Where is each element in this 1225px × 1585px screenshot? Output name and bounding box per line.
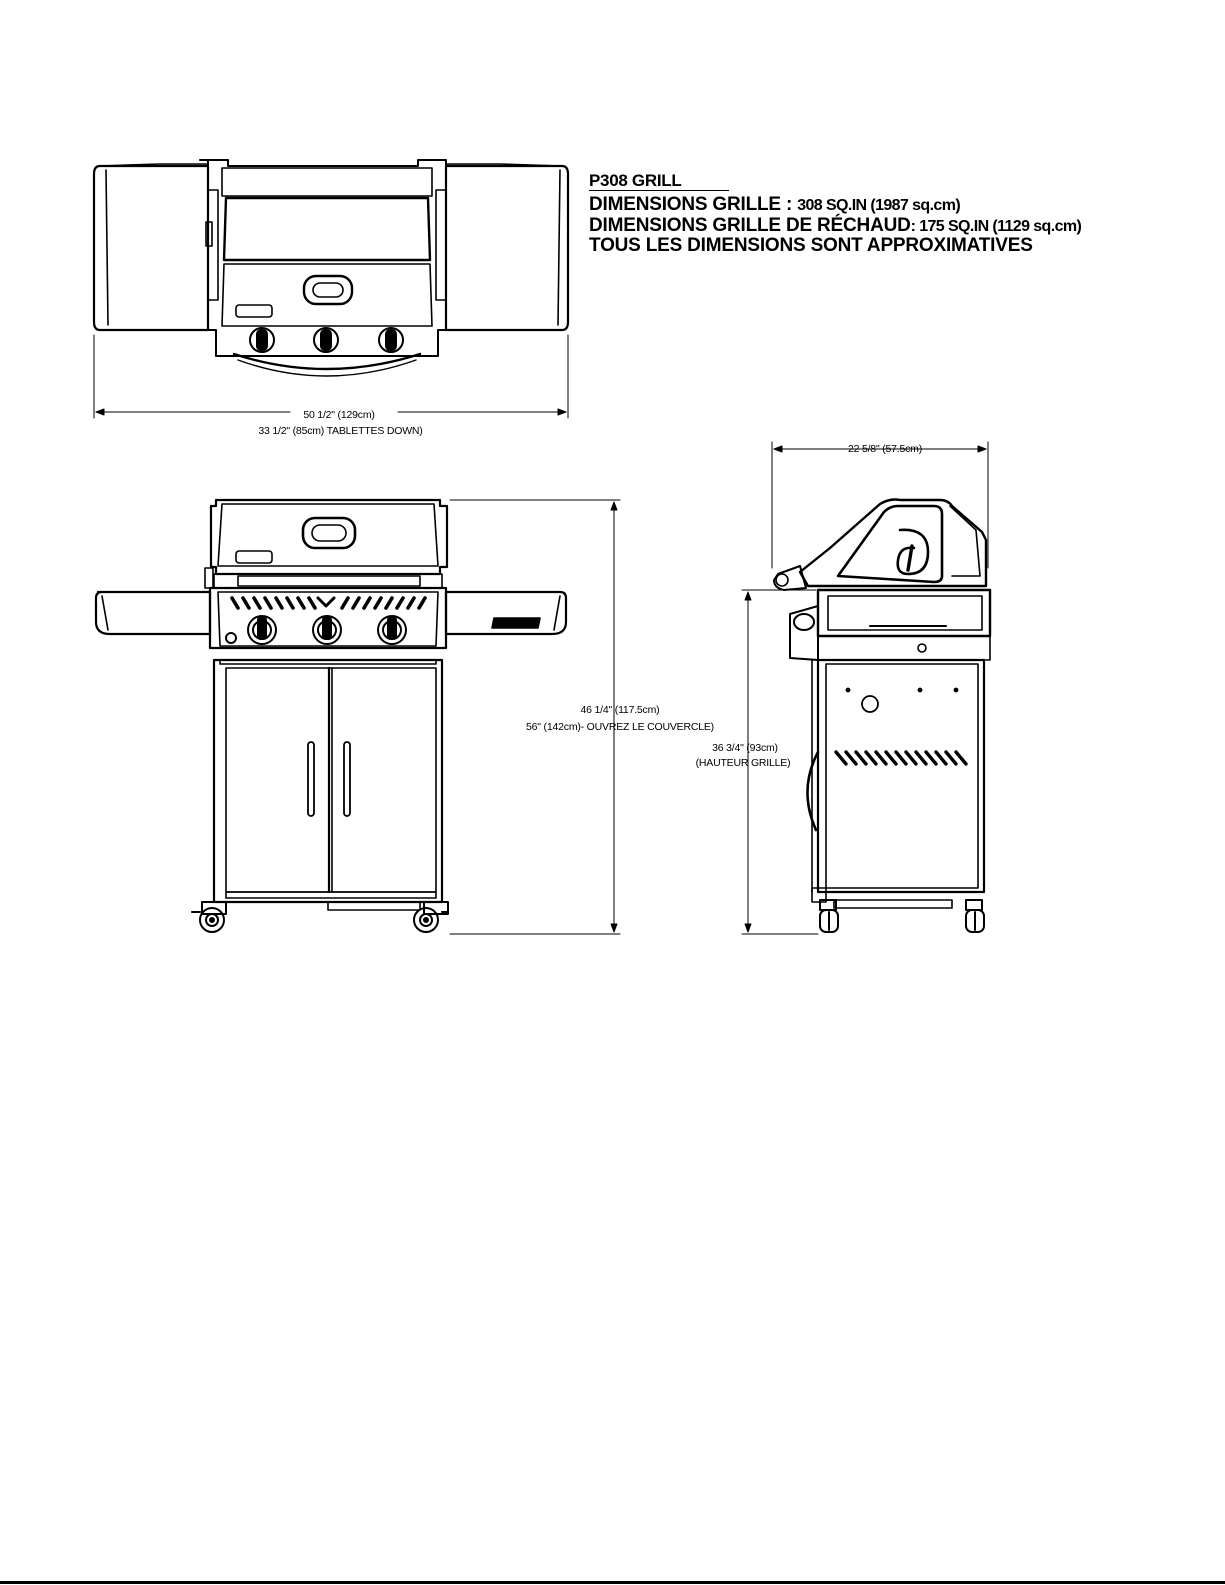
page-bottom-rule xyxy=(0,1581,1225,1584)
front-view-dimension xyxy=(450,500,620,934)
warming-area-value: : 175 SQ.IN (1129 sq.cm) xyxy=(910,218,1082,235)
warming-area-label: DIMENSIONS GRILLE DE RÉCHAUD xyxy=(589,215,911,236)
dim-grill-height-label: (HAUTEUR GRILLE) xyxy=(683,757,803,769)
dim-height: 46 1/4" (117.5cm) xyxy=(550,704,690,716)
dim-width-open: 50 1/2" (129cm) xyxy=(303,409,375,421)
model-title: P308 GRILL xyxy=(589,172,729,191)
dim-depth: 22 5/8" (57.5cm) xyxy=(835,443,935,455)
top-view-grill xyxy=(94,160,568,376)
dim-width-closed: 33 1/2" (85cm) TABLETTES DOWN) xyxy=(258,425,423,437)
approx-note: TOUS LES DIMENSIONS SONT APPROXIMATIVES xyxy=(589,235,1033,256)
side-view-grill xyxy=(774,500,990,933)
front-view-grill xyxy=(96,500,566,932)
dim-height-lid-open: 56" (142cm)- OUVREZ LE COUVERCLE) xyxy=(510,721,730,733)
grill-area-label: DIMENSIONS GRILLE : xyxy=(589,194,793,215)
dim-grill-height: 36 3/4" (93cm) xyxy=(690,742,800,754)
grill-area-value: 308 SQ.IN (1987 sq.cm) xyxy=(797,197,961,214)
